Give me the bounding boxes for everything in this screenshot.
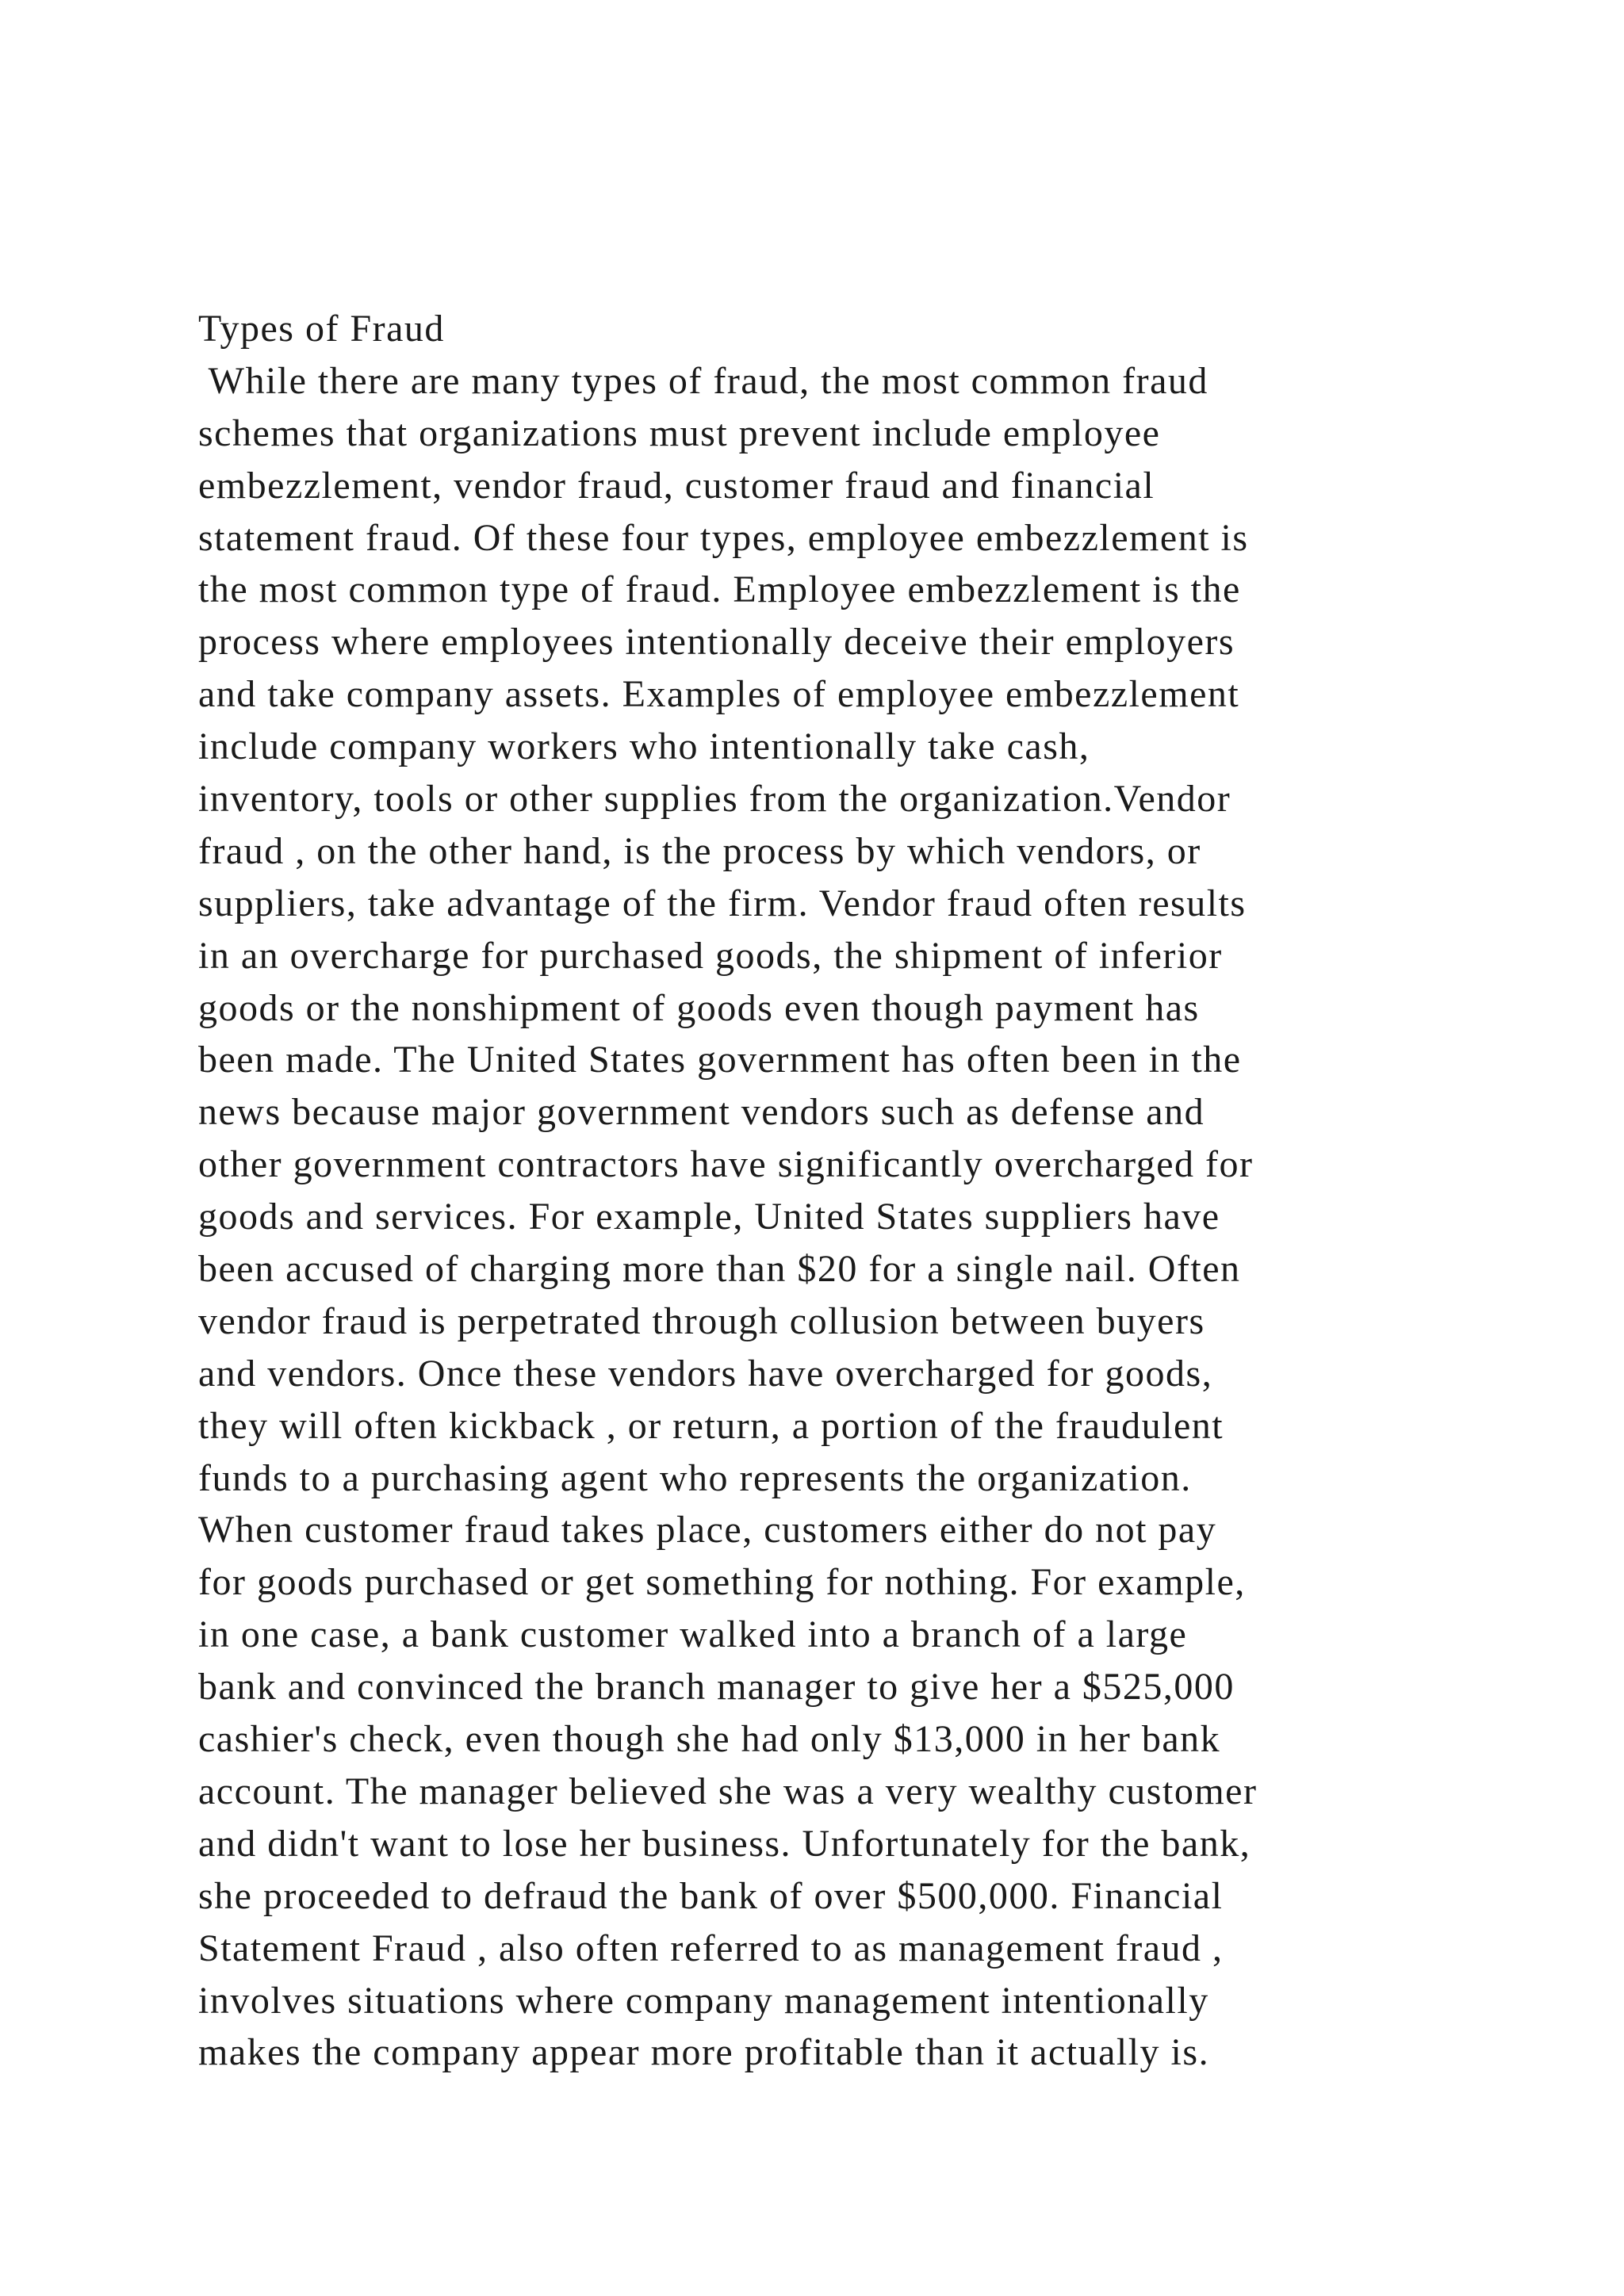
text-line: involves situations where company management intentionally: [198, 1979, 1209, 2022]
text-line: and take company assets. Examples of employee embezzlement: [198, 673, 1240, 716]
text-line: in an overcharge for purchased goods, the shipment of inferior: [198, 934, 1223, 977]
document-body: [198, 303, 1435, 2079]
document-title: Types of Fraud: [198, 308, 445, 350]
text-line: and didn't want to lose her business. Unfortunately for the bank,: [198, 1822, 1251, 1865]
text-line: When customer fraud takes place, customers either do not pay: [198, 1509, 1217, 1552]
text-line: include company workers who intentionally take cash,: [198, 725, 1090, 768]
text-line: fraud , on the other hand, is the process by which vendors, or: [198, 829, 1201, 872]
text-line: inventory, tools or other supplies from the organization.Vendor: [198, 778, 1231, 821]
text-line: suppliers, take advantage of the firm. Vendor fraud often results: [198, 882, 1247, 924]
text-line: in one case, a bank customer walked into a branch of a large: [198, 1613, 1188, 1656]
text-line: they will often kickback , or return, a portion of the fraudulent: [198, 1404, 1224, 1447]
text-line: funds to a purchasing agent who represents the organization.: [198, 1456, 1192, 1499]
text-line: schemes that organizations must prevent include employee: [198, 411, 1161, 454]
text-line: process where employees intentionally deceive their employers: [198, 621, 1235, 664]
text-line: makes the company appear more profitable than it actually is.: [198, 2031, 1210, 2074]
text-line: bank and convinced the branch manager to give her a $525,000: [198, 1666, 1235, 1709]
text-line: goods or the nonshipment of goods even though payment has: [198, 986, 1200, 1029]
text-line: been made. The United States government has often been in the: [198, 1039, 1242, 1081]
text-line: the most common type of fraud. Employee embezzlement is the: [198, 568, 1241, 611]
text-line: for goods purchased or get something for nothing. For example,: [198, 1561, 1246, 1604]
text-line: Statement Fraud , also often referred to as management fraud ,: [198, 1927, 1224, 1969]
text-line: news because major government vendors such as defense and: [198, 1091, 1205, 1134]
text-line: While there are many types of fraud, the most common fraud: [198, 359, 1208, 402]
text-line: goods and services. For example, United States suppliers have: [198, 1196, 1220, 1238]
text-line: other government contractors have significantly overcharged for: [198, 1143, 1254, 1186]
text-line: account. The manager believed she was a very wealthy customer: [198, 1770, 1258, 1812]
text-line: embezzlement, vendor fraud, customer fraud and financial: [198, 464, 1155, 507]
text-line: been accused of charging more than $20 for a single nail. Often: [198, 1248, 1241, 1291]
text-line: vendor fraud is perpetrated through collusion between buyers: [198, 1299, 1205, 1342]
text-line: she proceeded to defraud the bank of over $500,000. Financial: [198, 1874, 1224, 1917]
text-line: statement fraud. Of these four types, employee embezzlement is: [198, 516, 1249, 559]
text-line: and vendors. Once these vendors have overcharged for goods,: [198, 1352, 1213, 1395]
text-line: cashier's check, even though she had only $13,000 in her bank: [198, 1718, 1221, 1761]
